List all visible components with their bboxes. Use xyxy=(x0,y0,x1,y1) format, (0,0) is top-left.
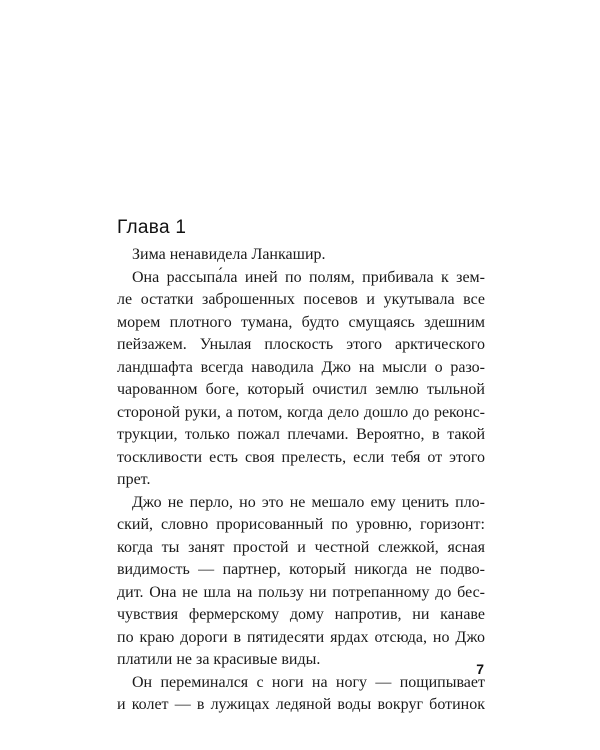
text-line: видимость — партнер, который никогда не подво- xyxy=(117,561,485,578)
text-line: Джо не перло, но это не мешало ему ценить пло- xyxy=(132,493,485,511)
text-line: когда ты занят простой и честной слежкой, ясная xyxy=(117,538,485,556)
text-line: Он переминался с ноги на ногу — пощипывает xyxy=(132,673,485,691)
page-number: 7 xyxy=(476,661,484,677)
text-line: тоскливости есть своя прелесть, если тебя от этого xyxy=(117,448,485,466)
text-line: стороной руки, а потом, когда дело дошло до реконс- xyxy=(117,403,485,421)
text-line: ландшафта всегда наводила Джо на мысли о разо- xyxy=(117,358,485,376)
paragraph xyxy=(117,267,485,492)
paragraph xyxy=(117,672,485,717)
text-line: пейзажем. Унылая плоскость этого арктического xyxy=(117,336,485,353)
text-line: платили не за красивые виды. xyxy=(117,651,321,668)
text-line: чарованном боге, который очистил землю тыльной xyxy=(117,381,485,398)
chapter-title: Глава 1 xyxy=(117,217,187,238)
text-line: Зима ненавидела Ланкашир. xyxy=(132,246,326,263)
text-line: по краю дороги в пятидесяти ярдах отсюда, но Джо xyxy=(117,628,485,646)
paragraph xyxy=(117,492,485,672)
text-line: морем плотного тумана, будто смущаясь здешним xyxy=(117,313,485,331)
paragraph xyxy=(117,244,485,267)
text-line: прет. xyxy=(117,471,151,488)
text-line: Она рассыпа́ла иней по полям, прибивала к зем- xyxy=(132,268,485,286)
text-line: чувствия фермерскому дому напротив, ни канаве xyxy=(117,606,485,623)
text-line: ский, словно прорисованный по уровню, горизонт: xyxy=(117,516,485,533)
chapter-body-text xyxy=(117,244,485,717)
text-line: трукции, только пожал плечами. Вероятно, в такой xyxy=(117,426,485,443)
text-line: и колет — в лужицах ледяной воды вокруг ботинок xyxy=(117,696,485,713)
text-line: ле остатки заброшенных посевов и укутывала все xyxy=(117,291,485,308)
text-line: дит. Она не шла на пользу ни потрепанному до бес- xyxy=(117,583,485,601)
